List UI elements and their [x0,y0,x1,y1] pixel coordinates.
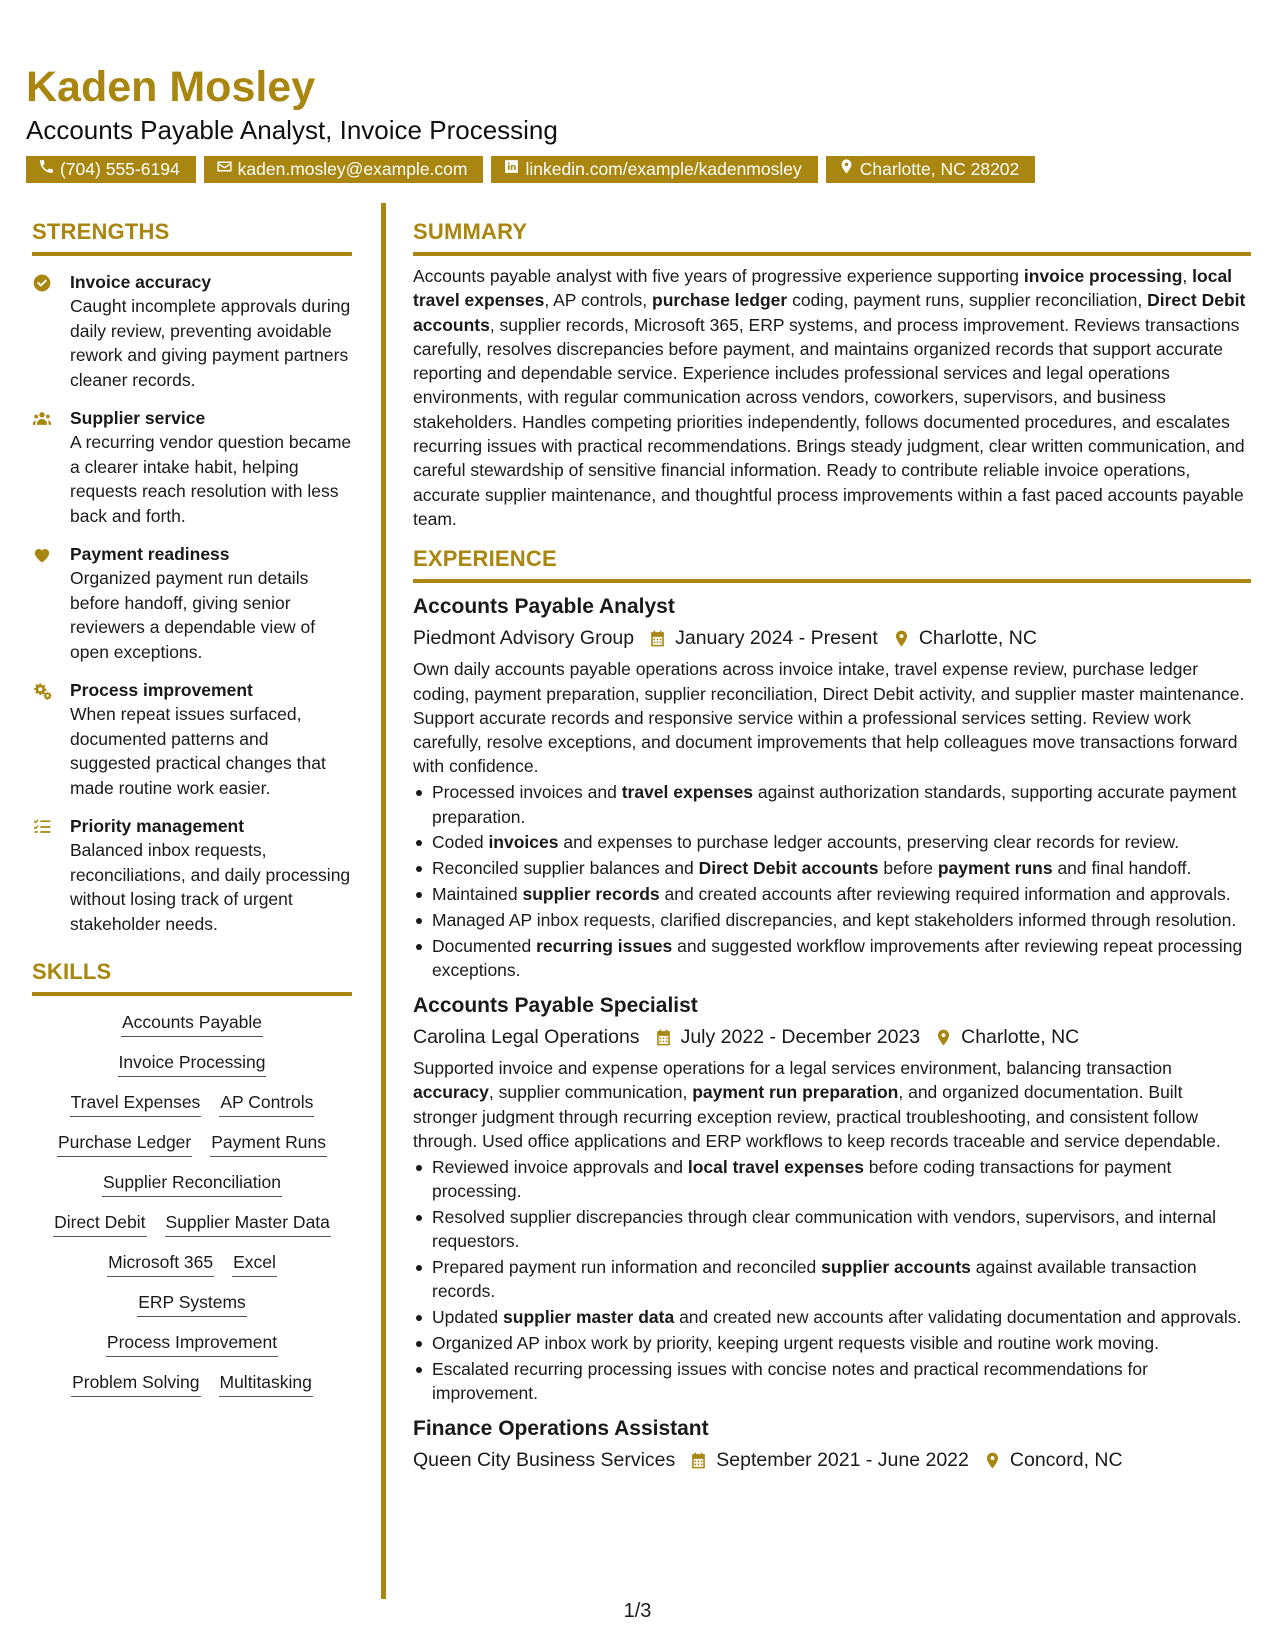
map-pin-icon [838,156,855,183]
strengths-heading: STRENGTHS [32,219,170,244]
bold-text: travel expenses [621,782,754,803]
strength-body [70,678,352,800]
phone-text: (704) 555-6194 [60,159,180,179]
text-run: before [878,858,938,879]
text-run: , AP controls, [544,290,652,311]
skill-tag: Payment Runs [210,1130,327,1157]
experience-heading: EXPERIENCE [413,546,557,572]
text-run: Maintained [432,883,523,904]
list-check-icon [32,814,70,936]
text-run: , and organized documentation. Built stronger judgment through recurring exception review, practical troubleshooting, and consistent follow through. Used office applications and ERP workflows to keep records traceable and service dependable. [413,1082,1221,1152]
text-run: and created new accounts after validating documentation and approvals. [674,1307,1242,1328]
job-dates: July 2022 - December 2023 [680,1026,921,1049]
strength-title: Payment readiness [70,544,230,564]
text-run: , [1182,266,1193,286]
strengths-section [32,218,352,936]
skill-row [107,1250,277,1277]
text-run: and suggested workflow improvements after reviewing repeat processing exceptions. [432,935,1243,980]
strength-description: A recurring vendor question became a clearer intake habit, helping requests reach resolution with less back and forth. [70,432,352,526]
text-run: Processed invoices and [432,782,622,803]
section-rule [413,252,1251,256]
experience-section [413,545,1251,1474]
job-title: Finance Operations Assistant [413,1417,709,1441]
page-number: 1/3 [623,1600,652,1622]
bullet-item [413,856,1251,880]
bullet-item [413,830,1251,854]
strength-body [70,814,352,936]
job-bullets [413,1155,1251,1405]
job-description [413,657,1251,778]
text-run: before coding transactions for payment processing. [432,1156,1172,1202]
skill-row [57,1130,327,1157]
skill-row [102,1170,282,1197]
job-meta [413,1023,1251,1051]
bold-text: Direct Debit accounts [698,858,879,879]
linkedin-text: linkedin.com/example/kadenmosley [525,159,802,179]
strength-description: Organized payment run details before handoff, giving senior reviewers a dependable view of open exceptions. [70,568,316,662]
strengths-list [32,270,352,936]
bullet-item [413,1255,1251,1304]
skill-row [70,1090,315,1117]
text-run: Coded [432,832,489,853]
text-run: Reconciled supplier balances and [432,858,699,879]
job-entry [413,992,1251,1405]
contact-linkedin[interactable] [491,156,817,183]
heart-icon [32,542,70,664]
location-text: Charlotte, NC 28202 [859,159,1020,179]
job-bullets [413,780,1251,982]
section-rule [413,579,1251,583]
job-dates: January 2024 - Present [675,627,878,650]
text-run: Reviewed invoice approvals and [432,1156,688,1177]
skill-tag: Supplier Master Data [165,1210,331,1237]
text-run: Own daily accounts payable operations across invoice intake, travel expense review, purchase ledger coding, payment preparation, supplier reconciliation, Direct Debit activity, and supplier master maintenance. Support accurate records and responsive service within a professional services setting. Review work carefully, resolve exceptions, and document improvements that help colleagues move transactions forward with confidence. [413,659,1245,777]
bold-text: local travel expenses [413,266,1233,311]
skill-row [118,1050,267,1077]
job-entry [413,1415,1251,1474]
bullet-item [413,1205,1251,1254]
contact-bar [26,156,1256,183]
email-text: kaden.mosley@example.com [237,159,468,179]
contact-location[interactable] [826,156,1036,183]
strength-title: Process improvement [70,680,253,700]
job-location: Charlotte, NC [918,627,1037,650]
skill-row [137,1290,247,1317]
skill-row [121,1010,263,1037]
job-meta [413,1446,1251,1474]
job-location: Concord, NC [1009,1449,1123,1472]
job-meta [413,624,1251,652]
map-pin-icon [920,1028,961,1047]
text-run: , supplier communication, [488,1082,693,1103]
skill-tag: ERP Systems [137,1290,247,1317]
map-pin-icon [969,1451,1010,1470]
skill-tag: Supplier Reconciliation [102,1170,282,1197]
column-divider [381,203,386,1599]
gears-icon [32,678,70,800]
strength-description: Balanced inbox requests, reconciliations, and daily processing without losing track of urgent stakeholder needs. [70,840,351,934]
skill-tag: Purchase Ledger [57,1130,192,1157]
calendar-icon [634,629,675,648]
bold-text: payment runs [937,858,1053,879]
left-column [32,218,352,1397]
summary-heading: SUMMARY [413,219,528,244]
bullet-item [413,882,1251,906]
text-run: Managed AP inbox requests, clarified discrepancies, and kept stakeholders informed through resolution. [432,909,1237,930]
job-list [413,593,1251,1474]
section-rule [32,992,352,996]
skill-row [53,1210,331,1237]
strength-title: Priority management [70,816,245,836]
candidate-name: Kaden Mosley [26,63,316,111]
strength-body [70,270,352,392]
strength-item [32,542,352,664]
text-run: and final handoff. [1052,858,1192,879]
bullet-item [413,1331,1251,1355]
candidate-role: Accounts Payable Analyst, Invoice Processing [26,115,558,145]
text-run: Updated [432,1307,504,1328]
contact-email[interactable] [204,156,484,183]
bullet-item [413,934,1251,983]
text-run: Accounts payable analyst with five years of progressive experience supporting [413,266,1024,286]
text-run: Escalated recurring processing issues with concise notes and practical recommendations for improvement. [432,1358,1148,1403]
job-description [413,1056,1251,1153]
skill-tag: Invoice Processing [118,1050,267,1077]
skills-list [32,1010,352,1397]
bold-text: supplier accounts [821,1257,971,1277]
job-company: Piedmont Advisory Group [413,627,635,650]
bullet-item [413,1305,1251,1329]
summary-text [413,264,1251,531]
bold-text: supplier records [522,883,660,904]
strength-item [32,270,352,392]
bold-text: accuracy [413,1082,489,1103]
text-run: Organized AP inbox work by priority, keeping urgent requests visible and routine work moving. [432,1332,1159,1353]
bullet-item [413,1357,1251,1406]
job-title: Accounts Payable Specialist [413,994,698,1018]
bold-text: invoice processing [1023,266,1183,286]
job-company: Carolina Legal Operations [413,1026,640,1049]
text-run: Supported invoice and expense operations for a legal services environment, balancing transaction [413,1058,1172,1079]
bullet-item [413,780,1251,829]
calendar-icon [640,1028,681,1047]
text-run: and created accounts after reviewing required information and approvals. [659,883,1231,904]
phone-icon [38,156,55,183]
strength-body [70,406,352,528]
skill-tag: Problem Solving [71,1370,200,1397]
bold-text: recurring issues [536,935,673,956]
job-title: Accounts Payable Analyst [413,595,675,619]
skill-tag: Travel Expenses [70,1090,202,1117]
skills-heading: SKILLS [32,959,112,984]
skill-row [71,1370,313,1397]
text-run: coding, payment runs, supplier reconciliation, [787,290,1148,311]
resume-header [26,62,1256,183]
strength-title: Invoice accuracy [70,272,212,292]
job-location: Charlotte, NC [961,1026,1080,1049]
skill-tag: Accounts Payable [121,1010,263,1037]
job-entry [413,593,1251,982]
bullet-item [413,1155,1251,1204]
text-run: Resolved supplier discrepancies through clear communication with vendors, supervisors, and internal requestors. [432,1206,1217,1252]
bold-text: supplier master data [503,1307,675,1328]
strength-body [70,542,352,664]
bullet-item [413,908,1251,932]
users-icon [32,406,70,528]
linkedin-icon [503,156,520,183]
text-run: and expenses to purchase ledger accounts, preserving clear records for review. [558,832,1180,853]
strength-item [32,406,352,528]
job-company: Queen City Business Services [413,1449,676,1472]
bold-text: invoices [488,832,559,853]
strength-item [32,678,352,800]
check-circle-icon [32,270,70,392]
job-dates: September 2021 - June 2022 [716,1449,969,1472]
summary-section [413,218,1251,531]
right-column [413,218,1251,1474]
strength-title: Supplier service [70,408,206,428]
strength-item [32,814,352,936]
skill-tag: Process Improvement [106,1330,278,1357]
bold-text: Direct Debit accounts [413,290,1246,335]
skills-section [32,958,352,1397]
skill-tag: Direct Debit [53,1210,146,1237]
map-pin-icon [878,629,919,648]
section-rule [32,252,352,256]
skill-row [106,1330,278,1357]
skill-tag: Microsoft 365 [107,1250,214,1277]
calendar-icon [675,1451,716,1470]
skill-tag: Excel [232,1250,277,1277]
skill-tag: Multitasking [219,1370,313,1397]
text-run: against available transaction records. [432,1257,1197,1302]
text-run: against authorization standards, supporting accurate payment preparation. [432,782,1237,827]
strength-description: When repeat issues surfaced, documented patterns and suggested practical changes that made routine work easier. [70,704,326,798]
text-run: , supplier records, Microsoft 365, ERP systems, and process improvement. Reviews transactions carefully, resolves discrepancies before payment, and maintains organized records that support accurate reporting and dependable service. Experience includes professional services and legal operations environments, with regular communication across vendors, coworkers, supervisors, and business stakeholders. Handles competing priorities independently, follows documented procedures, and escalates recurring issues with practical recommendations. Brings steady judgment, clear written communication, and careful stewardship of sensitive financial information. Ready to contribute reliable invoice operations, accurate supplier maintenance, and thoughtful process improvements within a fast paced accounts payable team. [413,314,1245,529]
contact-phone[interactable] [26,156,196,183]
skill-tag: AP Controls [219,1090,314,1117]
strength-description: Caught incomplete approvals during daily review, preventing avoidable rework and giving payment partners cleaner records. [70,296,351,390]
text-run: Prepared payment run information and reconciled [432,1257,822,1277]
text-run: Documented [432,935,537,956]
bold-text: payment run preparation [692,1082,899,1103]
bold-text: local travel expenses [687,1156,864,1177]
bold-text: purchase ledger [652,290,788,311]
envelope-icon [216,156,233,183]
